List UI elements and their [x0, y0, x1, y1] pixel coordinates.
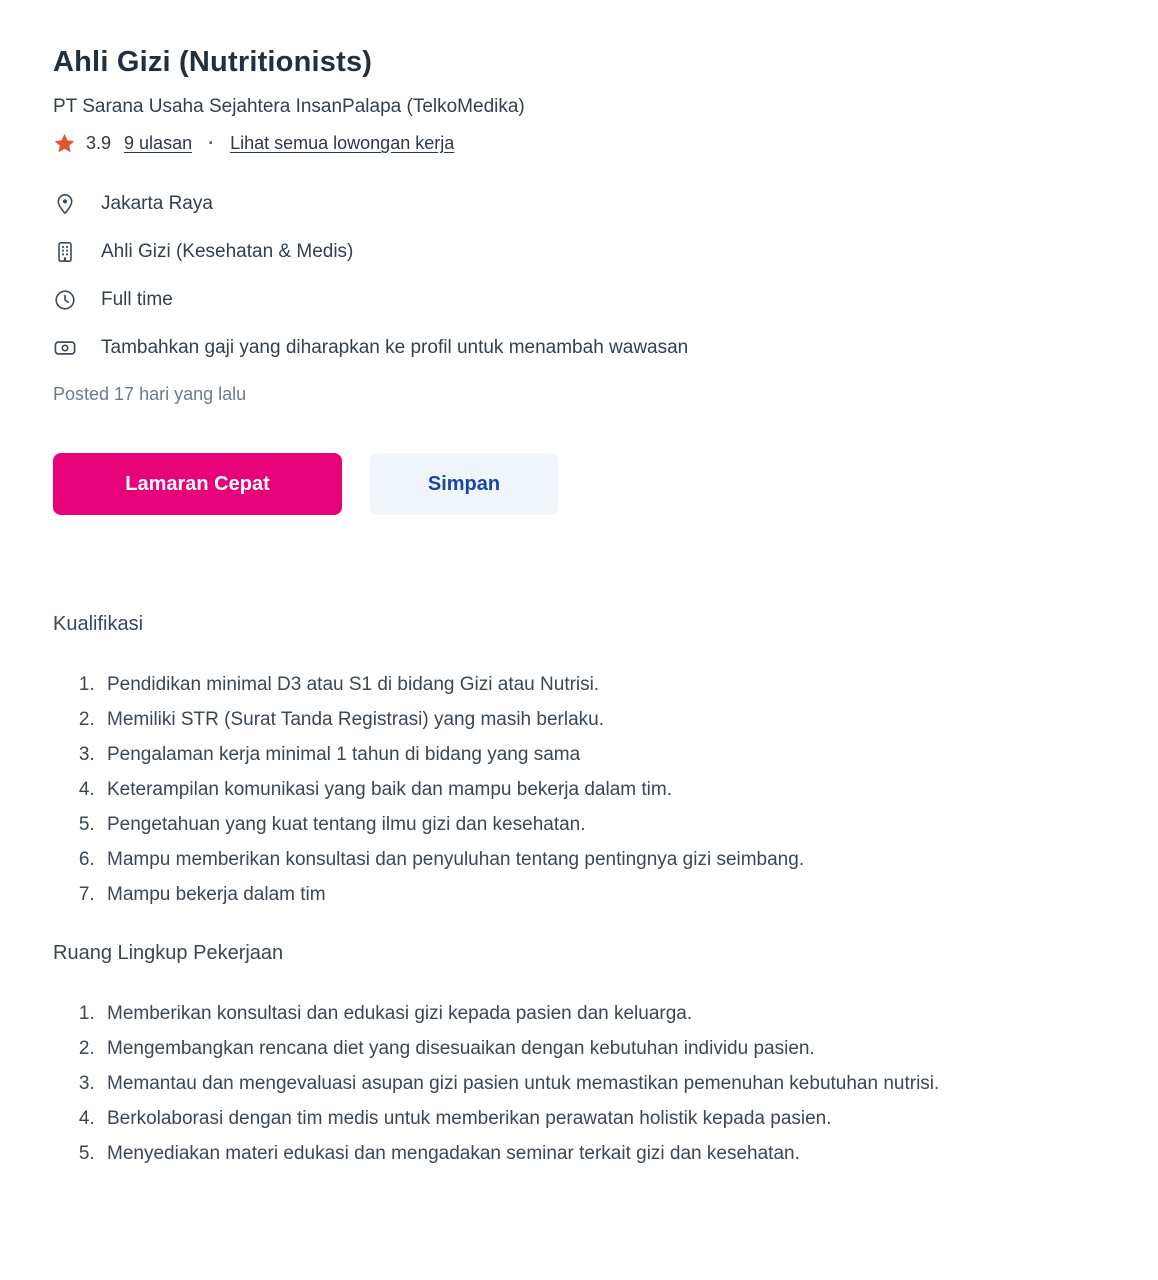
list-item: 7. Mampu bekerja dalam tim	[100, 877, 1138, 912]
section-qualifications	[53, 613, 1138, 912]
section-heading-qualifications: Kualifikasi	[53, 613, 144, 635]
section-heading-job-scope: Ruang Lingkup Pekerjaan	[53, 942, 284, 964]
list-item: 3. Pengalaman kerja minimal 1 tahun di bidang yang sama	[100, 737, 1138, 772]
section-job-scope	[53, 942, 1138, 1171]
job-location-row	[53, 192, 1138, 216]
job-salary-hint: Tambahkan gaji yang diharapkan ke profil untuk menambah wawasan	[101, 337, 689, 358]
banknote-icon	[53, 336, 77, 360]
location-pin-icon	[53, 192, 77, 216]
job-classification: Ahli Gizi (Kesehatan & Medis)	[101, 241, 354, 262]
job-worktype-row	[53, 288, 1138, 312]
job-classification-row	[53, 240, 1138, 264]
job-location: Jakarta Raya	[101, 193, 213, 214]
quick-apply-button[interactable]: Lamaran Cepat	[53, 453, 342, 515]
job-worktype: Full time	[101, 289, 173, 310]
job-details	[53, 192, 1138, 360]
list-item: 5. Pengetahuan yang kuat tentang ilmu gizi dan kesehatan.	[100, 807, 1138, 842]
reviews-link[interactable]: 9 ulasan	[124, 133, 193, 153]
list-item: 2. Mengembangkan rencana diet yang disesuaikan dengan kebutuhan individu pasien.	[100, 1031, 1138, 1066]
job-scope-list	[53, 996, 1138, 1171]
qualifications-list	[53, 667, 1138, 912]
list-item: 3. Memantau dan mengevaluasi asupan gizi pasien untuk memastikan pemenuhan kebutuhan nutrisi.	[100, 1066, 1138, 1101]
rating-value: 3.9	[86, 133, 112, 153]
star-icon	[53, 132, 76, 155]
posted-date: Posted 17 hari yang lalu	[53, 384, 247, 404]
list-item: 5. Menyediakan materi edukasi dan mengadakan seminar terkait gizi dan kesehatan.	[100, 1136, 1138, 1171]
rating-row	[53, 132, 1138, 155]
list-item: 4. Keterampilan komunikasi yang baik dan mampu bekerja dalam tim.	[100, 772, 1138, 807]
view-all-jobs-link[interactable]: Lihat semua lowongan kerja	[230, 133, 455, 153]
dot-separator: ·	[208, 133, 215, 153]
building-icon	[53, 240, 77, 264]
clock-icon	[53, 288, 77, 312]
job-salary-row	[53, 336, 1138, 360]
list-item: 4. Berkolaborasi dengan tim medis untuk memberikan perawatan holistik kepada pasien.	[100, 1101, 1138, 1136]
list-item: 2. Memiliki STR (Surat Tanda Registrasi) yang masih berlaku.	[100, 702, 1138, 737]
list-item: 1. Pendidikan minimal D3 atau S1 di bidang Gizi atau Nutrisi.	[100, 667, 1138, 702]
save-button[interactable]: Simpan	[370, 453, 558, 515]
list-item: 6. Mampu memberikan konsultasi dan penyuluhan tentang pentingnya gizi seimbang.	[100, 842, 1138, 877]
company-name: PT Sarana Usaha Sejahtera InsanPalapa (TelkoMedika)	[53, 96, 525, 117]
job-title: Ahli Gizi (Nutritionists)	[53, 46, 373, 78]
list-item: 1. Memberikan konsultasi dan edukasi gizi kepada pasien dan keluarga.	[100, 996, 1138, 1031]
action-buttons	[53, 453, 1138, 515]
